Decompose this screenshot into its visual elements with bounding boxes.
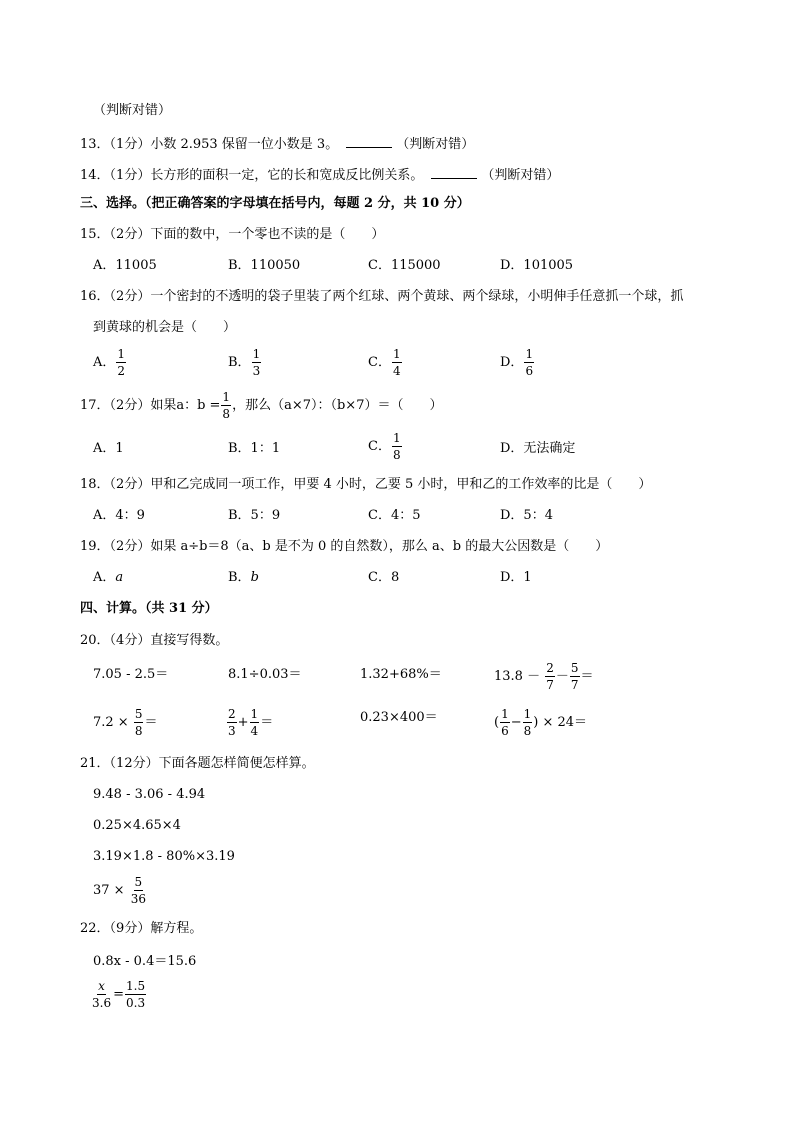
q20-item-4: 13.8 － $\frac{2}{7}$ － $\frac{5}{7}$ ＝ bbox=[494, 661, 594, 692]
q15-option-d[interactable]: D．101005 bbox=[500, 258, 574, 273]
section-4-heading: 四、计算。（共 31 分） bbox=[80, 601, 218, 616]
q16-option-b[interactable]: B． $\frac{1}{3}$ bbox=[228, 347, 261, 378]
q13-answer-blank[interactable] bbox=[346, 135, 392, 148]
question-15: 15．（2分）下面的数中，一个零也不读的是（ ） bbox=[80, 227, 385, 242]
q14-tail: （判断对错） bbox=[481, 168, 560, 183]
section-3-heading: 三、选择。（把正确答案的字母填在括号内，每题 2 分，共 10 分） bbox=[80, 196, 470, 211]
question-14 bbox=[80, 166, 559, 182]
fraction: $\frac{1}{3}$ bbox=[252, 347, 261, 378]
q17-fraction: $\frac{1}{8}$ bbox=[222, 390, 231, 421]
fraction: $\frac{1}{6}$ bbox=[525, 347, 534, 378]
fraction: $\frac{1}{4}$ bbox=[392, 347, 401, 378]
q16-option-a[interactable]: A． $\frac{1}{2}$ bbox=[93, 347, 126, 378]
q13-text: 13．（1分）小数 2.953 保留一位小数是 3。 bbox=[80, 137, 339, 152]
q17-option-b[interactable]: B．1：1 bbox=[228, 441, 281, 456]
q19-option-d[interactable]: D．1 bbox=[500, 570, 532, 585]
q21-expr-3: 3.19×1.8 - 80%×3.19 bbox=[93, 849, 235, 864]
q20-item-3: 1.32+68%＝ bbox=[360, 667, 442, 682]
q14-text: 14．（1分）长方形的面积一定，它的长和宽成反比例关系。 bbox=[80, 168, 424, 183]
q16-option-c[interactable]: C． $\frac{1}{4}$ bbox=[368, 347, 401, 378]
q17-option-c[interactable]: C． $\frac{1}{8}$ bbox=[368, 431, 401, 462]
q21-expr-2: 0.25×4.65×4 bbox=[93, 818, 181, 833]
question-20: 20．（4分）直接写得数。 bbox=[80, 633, 229, 648]
question-22: 22．（9分）解方程。 bbox=[80, 921, 203, 936]
q19-option-b[interactable]: B．b bbox=[228, 570, 259, 585]
question-19: 19．（2分）如果 a÷b＝8（a、b 是不为 0 的自然数），那么 a、b 的最大公因数是（ ） bbox=[80, 539, 609, 554]
q21-expr-1: 9.48 - 3.06 - 4.94 bbox=[93, 787, 206, 802]
q22-equation-1: 0.8x - 0.4＝15.6 bbox=[93, 954, 197, 969]
q19-option-a[interactable]: A．a bbox=[93, 570, 124, 585]
q13-tail: （判断对错） bbox=[396, 137, 475, 152]
question-16-line2: 到黄球的机会是（ ） bbox=[93, 320, 237, 335]
q20-item-5: 7.2 × $\frac{5}{8}$ ＝ bbox=[93, 707, 158, 738]
q18-option-b[interactable]: B．5：9 bbox=[228, 508, 281, 523]
q18-option-d[interactable]: D．5：4 bbox=[500, 508, 553, 523]
q18-option-c[interactable]: C．4：5 bbox=[368, 508, 421, 523]
q12-tail: （判断对错） bbox=[93, 103, 172, 118]
q20-item-6: $\frac{2}{3}$ + $\frac{1}{4}$ ＝ bbox=[228, 707, 274, 738]
fraction: $\frac{1}{2}$ bbox=[117, 347, 126, 378]
q19-option-c[interactable]: C．8 bbox=[368, 570, 400, 585]
q16-option-d[interactable]: D． $\frac{1}{6}$ bbox=[500, 347, 534, 378]
question-17: 17．（2分）如果a：b = $\frac{1}{8}$ ，那么（a×7）：（b×7）＝（ ） bbox=[80, 390, 443, 421]
q22-equation-2: $\frac{x}{3.6}$ = $\frac{1.5}{0.3}$ bbox=[92, 979, 146, 1010]
q15-option-a[interactable]: A．11005 bbox=[93, 258, 157, 273]
q20-item-7: 0.23×400＝ bbox=[360, 710, 438, 725]
question-18: 18．（2分）甲和乙完成同一项工作，甲要 4 小时，乙要 5 小时，甲和乙的工作效率的比是（ ） bbox=[80, 477, 652, 492]
q14-answer-blank[interactable] bbox=[431, 166, 477, 179]
fraction: $\frac{1}{8}$ bbox=[392, 431, 401, 462]
question-21: 21．（12分）下面各题怎样简便怎样算。 bbox=[80, 756, 315, 771]
q17-option-d[interactable]: D．无法确定 bbox=[500, 441, 576, 456]
q15-option-b[interactable]: B．110050 bbox=[228, 258, 301, 273]
q20-item-2: 8.1÷0.03＝ bbox=[228, 667, 302, 682]
q20-item-1: 7.05 - 2.5＝ bbox=[93, 667, 169, 682]
question-13 bbox=[80, 135, 474, 151]
q21-expr-4: 37 × $\frac{5}{36}$ bbox=[93, 875, 146, 906]
q17-option-a[interactable]: A．1 bbox=[93, 441, 124, 456]
q20-item-8: ( $\frac{1}{6}$ − $\frac{1}{8}$ ) × 24＝ bbox=[494, 707, 588, 738]
q18-option-a[interactable]: A．4：9 bbox=[93, 508, 145, 523]
q15-option-c[interactable]: C．115000 bbox=[368, 258, 441, 273]
question-16-line1: 16．（2分）一个密封的不透明的袋子里装了两个红球、两个黄球、两个绿球，小明伸手任意抓一个球，抓 bbox=[80, 289, 684, 304]
